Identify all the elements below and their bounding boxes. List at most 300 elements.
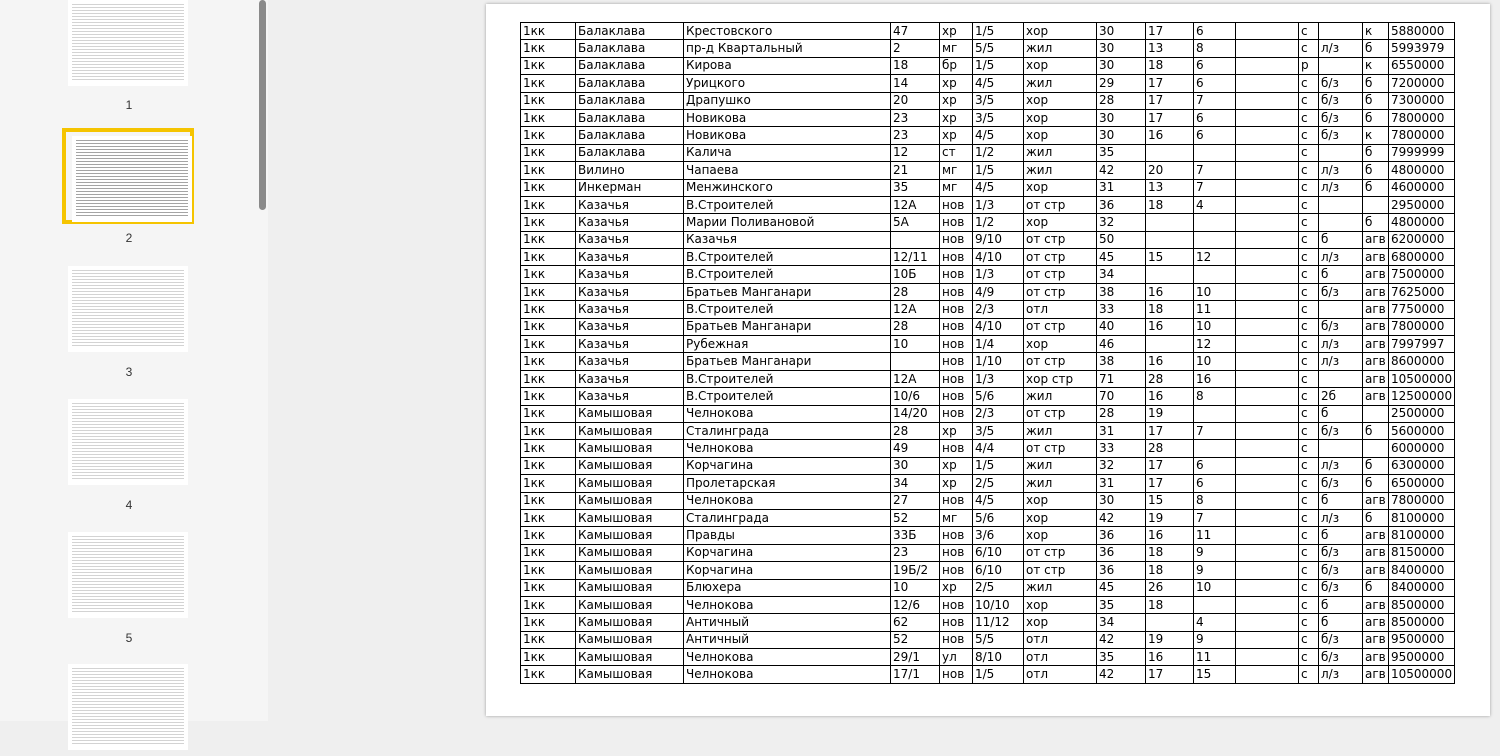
table-cell: жил (1024, 579, 1097, 596)
table-cell: 1кк (521, 422, 576, 439)
table-cell: 40 (1097, 318, 1146, 335)
table-cell: л/з (1319, 509, 1363, 526)
table-cell: Казачья (576, 266, 684, 283)
table-cell: Камышовая (576, 475, 684, 492)
listing-table (520, 22, 1455, 684)
table-cell: 35 (1097, 596, 1146, 613)
table-cell: Вилино (576, 162, 684, 179)
table-cell: к (1363, 23, 1389, 40)
table-cell: 28 (891, 318, 940, 335)
table-cell: Казачья (576, 353, 684, 370)
table-cell: нов (940, 388, 973, 405)
table-cell: Калича (684, 144, 891, 161)
selected-thumbnail-frame (62, 128, 194, 224)
table-cell: агв (1363, 631, 1389, 648)
table-cell: 7 (1194, 162, 1236, 179)
table-cell (1319, 440, 1363, 457)
thumbnail-page-preview (68, 399, 188, 485)
table-cell (1236, 336, 1299, 353)
thumbnail-page-number: 2 (125, 231, 133, 245)
table-cell: 1/10 (973, 353, 1024, 370)
table-cell: Челнокова (684, 492, 891, 509)
table-cell: Братьев Манганари (684, 318, 891, 335)
table-row (521, 249, 1455, 266)
table-cell: нов (940, 196, 973, 213)
table-cell: 42 (1097, 509, 1146, 526)
table-cell: с (1299, 353, 1319, 370)
table-cell: 9/10 (973, 231, 1024, 248)
table-cell: 5993979 (1389, 40, 1455, 57)
table-cell: 1кк (521, 283, 576, 300)
table-cell: 1кк (521, 40, 576, 57)
table-row (521, 544, 1455, 561)
table-cell: нов (940, 614, 973, 631)
table-row (521, 214, 1455, 231)
table-cell: 7800000 (1389, 109, 1455, 126)
table-cell: 3/5 (973, 109, 1024, 126)
table-cell: 9 (1194, 631, 1236, 648)
table-cell: 38 (1097, 353, 1146, 370)
table-cell: 8/10 (973, 649, 1024, 666)
table-cell: 16 (1146, 353, 1194, 370)
table-cell: 8150000 (1389, 544, 1455, 561)
table-cell: с (1299, 544, 1319, 561)
table-cell: 1кк (521, 144, 576, 161)
table-cell (1236, 527, 1299, 544)
thumbnail-frame (62, 528, 194, 624)
table-cell: 36 (1097, 196, 1146, 213)
table-cell (1236, 666, 1299, 683)
table-cell: 10 (1194, 579, 1236, 596)
table-cell: 4/5 (973, 492, 1024, 509)
table-row (521, 57, 1455, 74)
table-cell: 31 (1097, 422, 1146, 439)
table-cell: от стр (1024, 544, 1097, 561)
table-cell: хор (1024, 127, 1097, 144)
table-cell: б (1363, 214, 1389, 231)
table-cell: 35 (891, 179, 940, 196)
table-cell: 1/5 (973, 162, 1024, 179)
table-cell: 13 (1146, 179, 1194, 196)
table-cell: 70 (1097, 388, 1146, 405)
table-cell (1236, 614, 1299, 631)
table-cell: 10 (1194, 318, 1236, 335)
table-cell: 11 (1194, 527, 1236, 544)
table-cell: 3/5 (973, 422, 1024, 439)
table-cell: 4800000 (1389, 162, 1455, 179)
table-row (521, 283, 1455, 300)
table-cell: Казачья (576, 318, 684, 335)
table-cell: 18 (1146, 596, 1194, 613)
table-cell: 4/5 (973, 179, 1024, 196)
table-cell: Казачья (576, 196, 684, 213)
table-row (521, 109, 1455, 126)
table-cell: хр (940, 109, 973, 126)
table-cell (1236, 562, 1299, 579)
table-cell (1236, 109, 1299, 126)
table-cell: 2500000 (1389, 405, 1455, 422)
table-row (521, 144, 1455, 161)
table-cell: 10Б (891, 266, 940, 283)
table-cell: б (1319, 405, 1363, 422)
table-cell: 18 (1146, 562, 1194, 579)
table-cell: 35 (1097, 649, 1146, 666)
table-cell: б/з (1319, 631, 1363, 648)
table-cell: Камышовая (576, 562, 684, 579)
table-cell: 1кк (521, 614, 576, 631)
table-cell: 7800000 (1389, 127, 1455, 144)
table-cell: В.Строителей (684, 388, 891, 405)
table-cell: 12500000 (1389, 388, 1455, 405)
table-cell: агв (1363, 666, 1389, 683)
table-cell: 35 (1097, 144, 1146, 161)
table-cell: мг (940, 162, 973, 179)
table-cell: Балаклава (576, 23, 684, 40)
thumbnail-frame (62, 395, 194, 491)
table-cell: хор (1024, 109, 1097, 126)
table-cell: Камышовая (576, 405, 684, 422)
table-cell: хр (940, 422, 973, 439)
table-cell (1146, 214, 1194, 231)
table-cell: пр-д Квартальный (684, 40, 891, 57)
table-cell: Камышовая (576, 440, 684, 457)
table-cell: 10500000 (1389, 370, 1455, 387)
table-cell: с (1299, 440, 1319, 457)
table-cell: б/з (1319, 475, 1363, 492)
table-cell: мг (940, 40, 973, 57)
table-cell: 8400000 (1389, 562, 1455, 579)
table-cell: 1кк (521, 23, 576, 40)
table-cell: хор (1024, 527, 1097, 544)
table-cell: Крестовского (684, 23, 891, 40)
table-cell: агв (1363, 301, 1389, 318)
table-cell: 8 (1194, 492, 1236, 509)
table-cell: Камышовая (576, 527, 684, 544)
table-cell: жил (1024, 40, 1097, 57)
table-cell: 4800000 (1389, 214, 1455, 231)
table-cell: 19Б/2 (891, 562, 940, 579)
table-cell: с (1299, 23, 1319, 40)
table-cell (1319, 23, 1363, 40)
table-cell (1236, 579, 1299, 596)
table-cell: 1кк (521, 57, 576, 74)
table-cell: Челнокова (684, 596, 891, 613)
table-cell: 1/2 (973, 214, 1024, 231)
table-cell: б (1319, 231, 1363, 248)
table-cell (1236, 544, 1299, 561)
table-cell: с (1299, 527, 1319, 544)
table-cell (1236, 231, 1299, 248)
table-cell: 33Б (891, 527, 940, 544)
table-cell (1319, 214, 1363, 231)
table-cell: нов (940, 370, 973, 387)
table-cell: с (1299, 301, 1319, 318)
table-cell: 1кк (521, 405, 576, 422)
table-cell: 62 (891, 614, 940, 631)
table-cell: р (1299, 57, 1319, 74)
table-cell: агв (1363, 388, 1389, 405)
table-cell: В.Строителей (684, 301, 891, 318)
table-cell: Новикова (684, 109, 891, 126)
table-cell: 47 (891, 23, 940, 40)
table-row (521, 579, 1455, 596)
table-cell: 28 (1146, 370, 1194, 387)
table-cell: 30 (1097, 492, 1146, 509)
table-cell: с (1299, 283, 1319, 300)
table-cell: 42 (1097, 666, 1146, 683)
table-cell: 28 (1097, 92, 1146, 109)
table-cell: нов (940, 666, 973, 683)
table-cell: 1/3 (973, 196, 1024, 213)
table-cell: с (1299, 92, 1319, 109)
table-cell: л/з (1319, 666, 1363, 683)
table-cell: 31 (1097, 179, 1146, 196)
table-cell: Братьев Манганари (684, 353, 891, 370)
table-cell: хр (940, 75, 973, 92)
table-cell (1236, 283, 1299, 300)
table-cell: 10 (891, 579, 940, 596)
table-cell: 7 (1194, 509, 1236, 526)
table-cell: 16 (1146, 127, 1194, 144)
table-cell: к (1363, 127, 1389, 144)
table-cell: 17 (1146, 75, 1194, 92)
table-cell (1236, 422, 1299, 439)
table-cell: 42 (1097, 162, 1146, 179)
table-cell: ст (940, 144, 973, 161)
table-cell: 4/5 (973, 75, 1024, 92)
table-cell: б (1363, 475, 1389, 492)
document-viewer (268, 0, 1500, 721)
table-cell: нов (940, 214, 973, 231)
table-cell: с (1299, 631, 1319, 648)
table-cell (1319, 196, 1363, 213)
table-cell (1236, 492, 1299, 509)
thumbnail-page-number: 3 (125, 365, 133, 379)
table-cell: 27 (891, 492, 940, 509)
table-cell: л/з (1319, 249, 1363, 266)
table-cell: Камышовая (576, 631, 684, 648)
table-cell: 26 (1146, 579, 1194, 596)
table-cell: 16 (1146, 527, 1194, 544)
table-cell: 1/5 (973, 23, 1024, 40)
table-cell: 9 (1194, 562, 1236, 579)
table-cell: 18 (1146, 544, 1194, 561)
table-row (521, 562, 1455, 579)
table-cell: Корчагина (684, 457, 891, 474)
table-cell: 6 (1194, 109, 1236, 126)
table-cell: отл (1024, 666, 1097, 683)
table-cell: 10/6 (891, 388, 940, 405)
table-cell: 17 (1146, 109, 1194, 126)
table-cell: Балаклава (576, 109, 684, 126)
table-cell: 23 (891, 127, 940, 144)
table-cell: б (1319, 266, 1363, 283)
table-cell: 1/2 (973, 144, 1024, 161)
table-row (521, 301, 1455, 318)
thumbnail-page-preview (68, 0, 188, 86)
table-cell: с (1299, 649, 1319, 666)
table-cell: л/з (1319, 40, 1363, 57)
table-cell: хр (940, 579, 973, 596)
table-cell (1146, 231, 1194, 248)
table-cell: 12 (891, 144, 940, 161)
table-cell: Казачья (576, 231, 684, 248)
table-cell: от стр (1024, 249, 1097, 266)
table-cell: 16 (1146, 283, 1194, 300)
table-cell: 20 (1146, 162, 1194, 179)
table-cell: В.Строителей (684, 249, 891, 266)
table-cell: Челнокова (684, 666, 891, 683)
table-cell: 36 (1097, 562, 1146, 579)
table-cell: Корчагина (684, 562, 891, 579)
table-cell (1319, 57, 1363, 74)
table-cell: 18 (891, 57, 940, 74)
table-cell (1194, 405, 1236, 422)
table-cell: Чапаева (684, 162, 891, 179)
table-cell: 19 (1146, 405, 1194, 422)
table-cell: 2/5 (973, 475, 1024, 492)
table-cell: 36 (1097, 527, 1146, 544)
table-cell: 7800000 (1389, 318, 1455, 335)
table-cell: 32 (1097, 214, 1146, 231)
table-row (521, 353, 1455, 370)
table-cell: Челнокова (684, 405, 891, 422)
table-cell: 5/6 (973, 509, 1024, 526)
table-cell: 2б (1319, 388, 1363, 405)
table-cell: б (1363, 162, 1389, 179)
table-cell: Камышовая (576, 649, 684, 666)
table-cell: 17 (1146, 422, 1194, 439)
table-cell: 10/10 (973, 596, 1024, 613)
table-cell: от стр (1024, 562, 1097, 579)
table-cell: нов (940, 336, 973, 353)
table-cell: 1кк (521, 75, 576, 92)
table-cell: 29 (1097, 75, 1146, 92)
table-cell: 6 (1194, 57, 1236, 74)
table-cell: 19 (1146, 631, 1194, 648)
table-cell: Камышовая (576, 422, 684, 439)
table-cell: 1/5 (973, 666, 1024, 683)
table-cell: нов (940, 527, 973, 544)
table-cell: 10 (891, 336, 940, 353)
table-cell: 16 (1146, 318, 1194, 335)
table-cell: л/з (1319, 353, 1363, 370)
table-cell: Сталинграда (684, 509, 891, 526)
table-cell: 6550000 (1389, 57, 1455, 74)
table-cell: хор (1024, 23, 1097, 40)
table-row (521, 179, 1455, 196)
table-row (521, 596, 1455, 613)
thumbnail-content (72, 668, 184, 746)
table-cell (1236, 57, 1299, 74)
table-cell: 6 (1194, 457, 1236, 474)
table-cell (1146, 336, 1194, 353)
table-cell: 1/3 (973, 370, 1024, 387)
table-cell: 6 (1194, 475, 1236, 492)
table-cell: агв (1363, 614, 1389, 631)
table-cell: б (1363, 40, 1389, 57)
table-cell (1236, 179, 1299, 196)
table-cell: б (1319, 614, 1363, 631)
table-cell: 4 (1194, 614, 1236, 631)
table-cell: 6200000 (1389, 231, 1455, 248)
table-cell: 38 (1097, 283, 1146, 300)
table-row (521, 422, 1455, 439)
table-cell: 6/10 (973, 562, 1024, 579)
table-cell: 3/6 (973, 527, 1024, 544)
table-cell (1194, 266, 1236, 283)
table-cell: 17 (1146, 666, 1194, 683)
table-cell: 10 (1194, 353, 1236, 370)
table-cell: 1/5 (973, 57, 1024, 74)
table-cell (1363, 196, 1389, 213)
table-cell: 18 (1146, 57, 1194, 74)
table-cell (1236, 75, 1299, 92)
table-cell (1236, 405, 1299, 422)
table-cell (1146, 266, 1194, 283)
table-cell: б (1363, 509, 1389, 526)
table-cell: б (1363, 75, 1389, 92)
thumbnail-page-preview (68, 266, 188, 352)
table-cell: нов (940, 405, 973, 422)
sidebar-scrollbar[interactable] (258, 0, 268, 721)
table-row (521, 614, 1455, 631)
table-cell (1236, 127, 1299, 144)
table-cell: хор (1024, 614, 1097, 631)
table-cell: 34 (1097, 266, 1146, 283)
table-cell: от стр (1024, 440, 1097, 457)
table-cell: хор (1024, 509, 1097, 526)
table-cell: агв (1363, 318, 1389, 335)
table-cell: с (1299, 75, 1319, 92)
table-cell: жил (1024, 388, 1097, 405)
table-cell: Драпушко (684, 92, 891, 109)
table-cell: б/з (1319, 75, 1363, 92)
table-cell (1236, 40, 1299, 57)
table-cell: Балаклава (576, 127, 684, 144)
table-cell: Правды (684, 527, 891, 544)
table-cell: Челнокова (684, 649, 891, 666)
table-cell (1319, 144, 1363, 161)
table-cell: 1кк (521, 475, 576, 492)
sidebar-scrollbar-thumb[interactable] (259, 0, 266, 210)
table-cell: 4/10 (973, 318, 1024, 335)
table-cell: 1кк (521, 440, 576, 457)
table-cell: б/з (1319, 318, 1363, 335)
table-cell: В.Строителей (684, 266, 891, 283)
table-cell: Блюхера (684, 579, 891, 596)
table-cell: Камышовая (576, 544, 684, 561)
table-cell (1146, 614, 1194, 631)
table-cell: с (1299, 370, 1319, 387)
table-cell: Балаклава (576, 144, 684, 161)
table-cell: 12/6 (891, 596, 940, 613)
table-cell: 12/11 (891, 249, 940, 266)
table-cell: с (1299, 405, 1319, 422)
table-cell: жил (1024, 422, 1097, 439)
table-cell: Братьев Манганари (684, 283, 891, 300)
table-cell: 10 (1194, 283, 1236, 300)
table-cell: к (1363, 57, 1389, 74)
table-cell: 30 (1097, 57, 1146, 74)
table-cell: 1кк (521, 370, 576, 387)
table-cell: бр (940, 57, 973, 74)
table-cell: Камышовая (576, 509, 684, 526)
table-cell: б/з (1319, 422, 1363, 439)
table-cell: мг (940, 509, 973, 526)
table-cell: Менжинского (684, 179, 891, 196)
table-cell: б (1363, 144, 1389, 161)
